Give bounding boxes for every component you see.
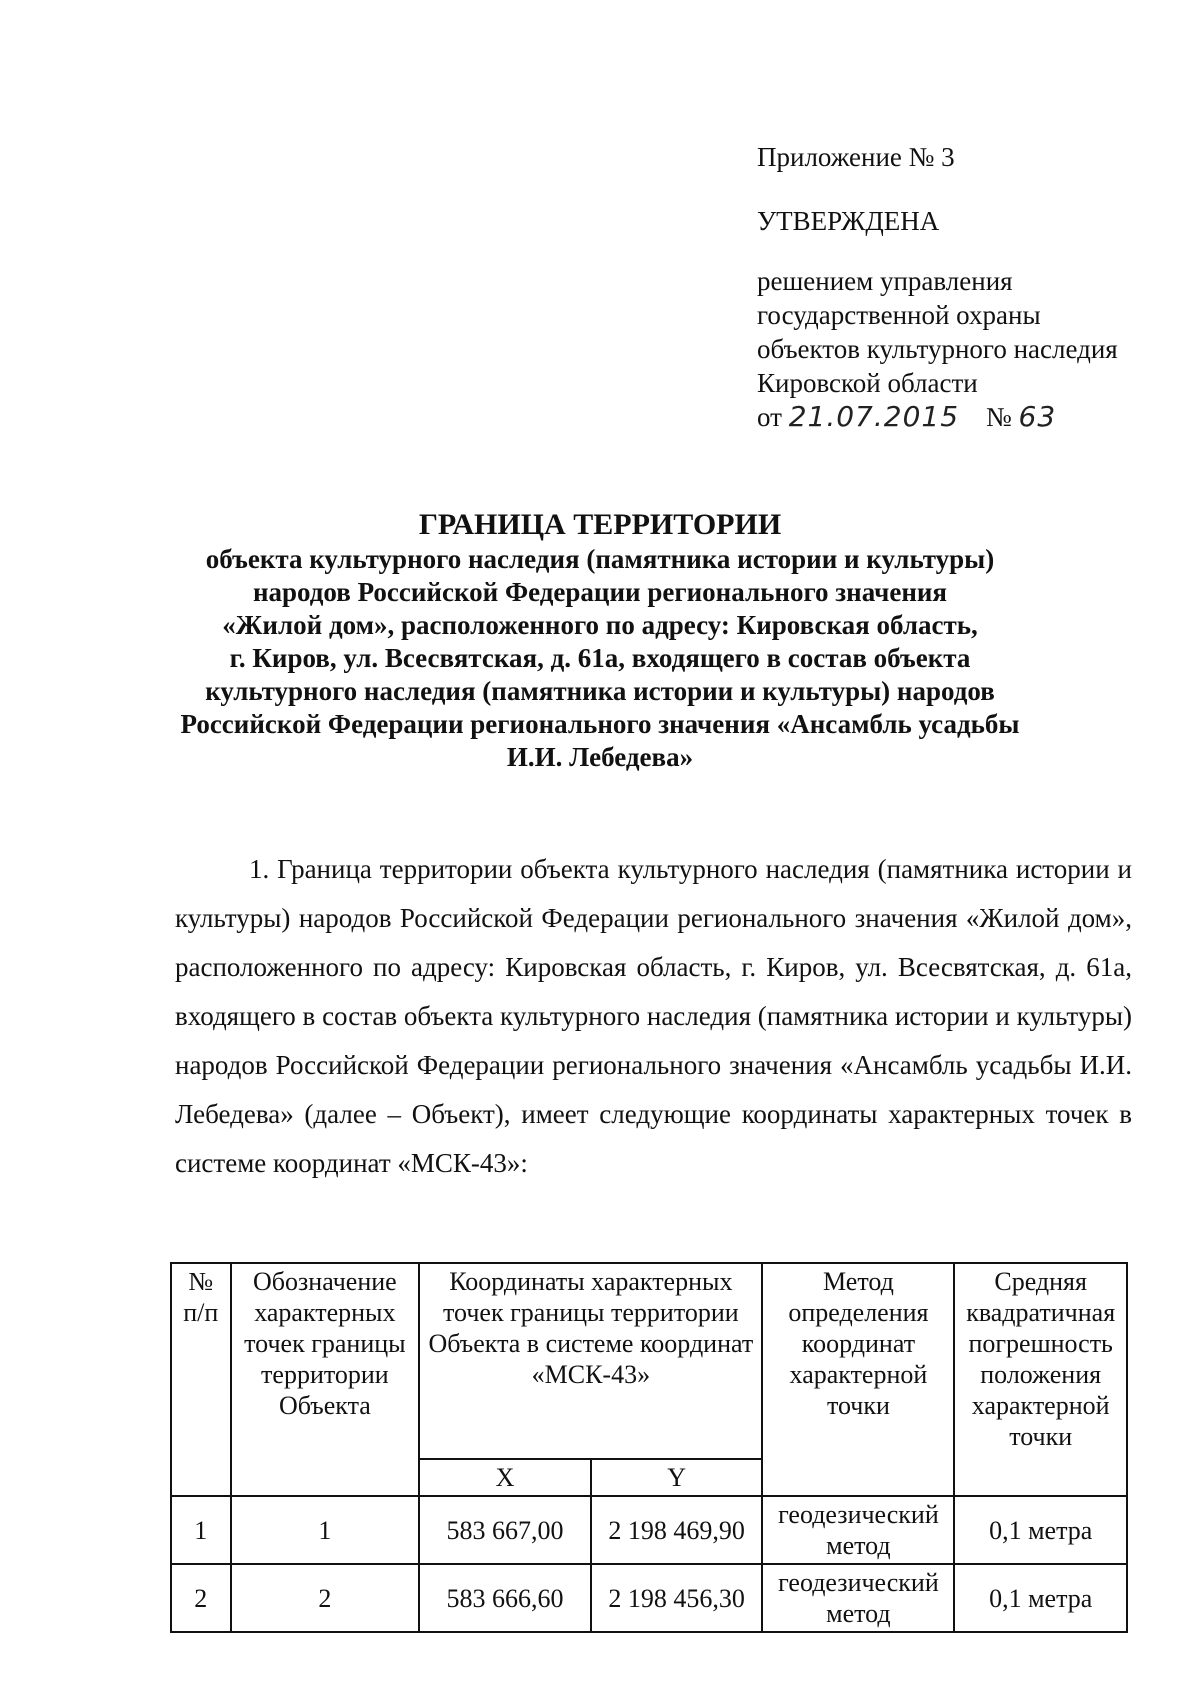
table-row <box>171 1496 1127 1564</box>
table-header-row <box>171 1263 1127 1459</box>
handwritten-number: 63 <box>1018 400 1057 433</box>
header-y: Y <box>591 1459 763 1496</box>
title-line-5: культурного наследия (памятника истории и культуры) народов <box>205 676 995 706</box>
row-error: 0,1 метра <box>954 1564 1127 1632</box>
title-line-7: И.И. Лебедева» <box>506 742 694 772</box>
title-line-4: г. Киров, ул. Всесвятская, д. 61а, входящего в состав объекта <box>229 643 971 673</box>
row-point: 1 <box>231 1496 420 1564</box>
date-prefix: от <box>757 402 782 432</box>
header-designation: Обозначение характерных точек границы территории Объекта <box>231 1263 420 1496</box>
table-row <box>171 1564 1127 1632</box>
row-num: 2 <box>171 1564 231 1632</box>
decision-line-4: Кировской области <box>757 368 978 398</box>
title-line-1: объекта культурного наследия (памятника истории и культуры) <box>205 544 995 574</box>
row-method: геодезический метод <box>762 1496 954 1564</box>
header-method: Метод определения координат характерной точки <box>762 1263 954 1496</box>
document-title <box>150 508 1050 774</box>
row-point: 2 <box>231 1564 420 1632</box>
decision-line-1: решением управления <box>757 266 1013 296</box>
appendix-label: Приложение № 3 <box>757 142 955 172</box>
title-line-3: «Жилой дом», расположенного по адресу: Кировская область, <box>222 610 978 640</box>
header-coords: Координаты характерных точек границы территории Объекта в системе координат «МСК-43» <box>419 1263 762 1459</box>
row-x: 583 667,00 <box>419 1496 591 1564</box>
row-y: 2 198 456,30 <box>591 1564 763 1632</box>
header-num: № п/п <box>171 1263 231 1496</box>
row-y: 2 198 469,90 <box>591 1496 763 1564</box>
title-line-2: народов Российской Федерации регионального значения <box>252 577 948 607</box>
row-error: 0,1 метра <box>954 1496 1127 1564</box>
decision-line-2: государственной охраны <box>757 300 1041 330</box>
header-error: Средняя квадратичная погрешность положения характерной точки <box>954 1263 1127 1496</box>
paragraph-1: 1. Граница территории объекта культурного наследия (памятника истории и культуры) народов Российской Федерации регионального значения «Жилой дом», расположенного по адресу: Кировская область, г. Киров, ул. Всесвятская, д. 61а, входящего в состав объекта культурного наследия (памятника истории и культуры) народов Российской Федерации регионального значения «Ансамбль усадьбы И.И. Лебедева» (далее – Объект), имеет следующие координаты характерных точек в системе координат «МСК-43»: <box>175 854 1132 1178</box>
row-x: 583 666,60 <box>419 1564 591 1632</box>
decision-line-3: объектов культурного наследия <box>757 334 1118 364</box>
coordinates-table <box>170 1262 1128 1633</box>
title-line-6: Российской Федерации регионального значения «Ансамбль усадьбы <box>180 709 1020 739</box>
approval-block <box>757 140 1177 434</box>
number-sign: № <box>986 402 1012 432</box>
handwritten-date: 21.07.2015 <box>788 400 960 433</box>
header-x: X <box>419 1459 591 1496</box>
title-main: ГРАНИЦА ТЕРРИТОРИИ <box>418 508 782 541</box>
row-num: 1 <box>171 1496 231 1564</box>
approved-label: УТВЕРЖДЕНА <box>757 206 940 236</box>
date-number-line <box>757 400 1177 434</box>
row-method: геодезический метод <box>762 1564 954 1632</box>
